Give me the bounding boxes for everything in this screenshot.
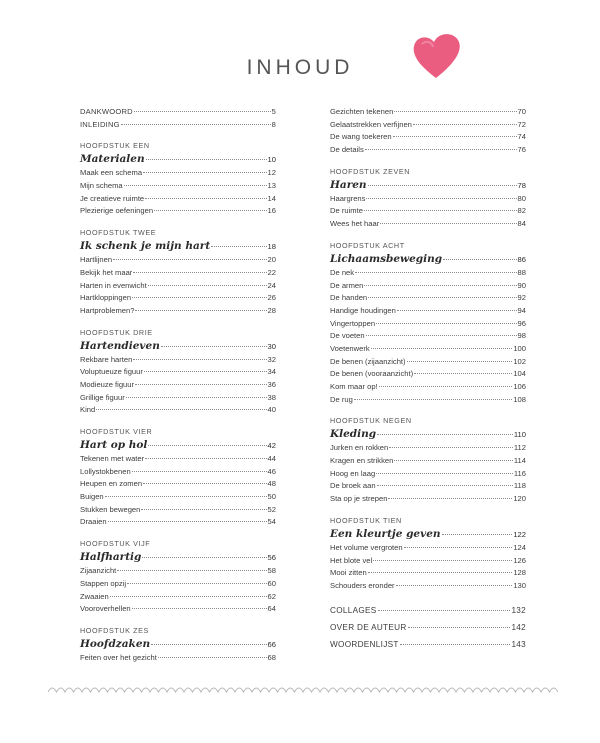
entry-title: DANKWOORD: [80, 107, 133, 116]
entry-page: 143: [511, 639, 526, 649]
leader-dots: [364, 210, 517, 211]
entry-page: 62: [267, 591, 276, 601]
toc-entry[interactable]: [330, 193, 526, 206]
entry-title: Hartlijnen: [80, 255, 113, 265]
entry-page: 50: [267, 492, 276, 502]
leader-dots: [408, 627, 511, 628]
entry-page: 128: [513, 568, 526, 578]
entry-page: 102: [513, 356, 526, 366]
entry-title: Zijaanzicht: [80, 566, 117, 576]
entry-page: 74: [517, 132, 526, 142]
toc-entry[interactable]: [80, 516, 276, 529]
leader-dots: [108, 521, 267, 522]
entry-title: Handige houdingen: [330, 305, 396, 315]
entry-title: Mooi zitten: [330, 568, 367, 578]
leader-dots: [158, 657, 267, 658]
toc-entry[interactable]: [330, 455, 526, 468]
entry-page: 88: [517, 267, 526, 277]
toc-entry[interactable]: [80, 205, 276, 218]
entry-title: De handen: [330, 293, 368, 303]
leader-dots: [373, 560, 512, 561]
leader-dots: [400, 644, 511, 645]
entry-page: 104: [513, 369, 526, 379]
entry-title: De benen (vooraanzicht): [330, 369, 414, 379]
entry-title: Wees het haar: [330, 219, 380, 229]
leader-dots: [161, 346, 267, 347]
entry-page: 34: [267, 367, 276, 377]
toc-entry[interactable]: [330, 330, 526, 343]
entry-title: Stappen opzij: [80, 578, 127, 588]
chapter-title: Materialen: [80, 153, 145, 166]
chapter-label: HOOFDSTUK ZES: [80, 625, 149, 635]
entry-page: 8: [271, 119, 276, 129]
entry-title: Zwaaien: [80, 591, 109, 601]
toc-entry[interactable]: [80, 591, 276, 604]
leader-dots: [144, 371, 267, 372]
leader-dots: [113, 259, 266, 260]
entry-page: 52: [267, 504, 276, 514]
leader-dots: [389, 447, 513, 448]
entry-title: De benen (zijaanzicht): [330, 356, 406, 366]
entry-page: 106: [513, 382, 526, 391]
toc-entry[interactable]: [330, 580, 526, 593]
leader-dots: [127, 583, 267, 584]
entry-title: Schouders eronder: [330, 580, 395, 590]
leader-dots: [368, 185, 517, 186]
entry-page: 14: [267, 193, 276, 203]
toc-entry[interactable]: [80, 267, 276, 280]
entry-page: 110: [513, 430, 526, 440]
leader-dots: [134, 111, 271, 112]
toc-entry[interactable]: [330, 604, 526, 618]
leader-dots: [126, 397, 267, 398]
leader-dots: [133, 359, 266, 360]
entry-page: 10: [267, 155, 276, 165]
toc-entry[interactable]: [80, 254, 276, 267]
leader-dots: [366, 198, 516, 199]
entry-page: 46: [267, 466, 276, 476]
chapter-title: Ik schenk je mijn hart: [80, 240, 211, 253]
leader-dots: [376, 323, 517, 324]
leader-dots: [366, 335, 517, 336]
entry-title: Het volume vergroten: [330, 542, 403, 552]
chapter-heading[interactable]: [330, 252, 526, 267]
leader-dots: [143, 172, 266, 173]
chapter-title: Kleding: [330, 428, 377, 441]
chapter-heading[interactable]: [80, 152, 276, 167]
entry-page: 70: [517, 107, 526, 116]
leader-dots: [117, 570, 266, 571]
toc-entry[interactable]: [80, 504, 276, 517]
entry-page: 64: [267, 604, 276, 614]
entry-page: 56: [267, 553, 276, 563]
entry-page: 38: [267, 392, 276, 402]
page-title: INHOUD: [246, 56, 354, 79]
heart-icon: [410, 30, 462, 82]
chapter-label: HOOFDSTUK NEGEN: [330, 416, 412, 426]
toc-entry[interactable]: [330, 493, 526, 506]
chapter-heading[interactable]: [80, 239, 276, 254]
leader-dots: [365, 149, 517, 150]
entry-title: Stukken bewegen: [80, 504, 141, 514]
toc-entry[interactable]: [80, 578, 276, 591]
entry-page: 122: [513, 529, 526, 539]
entry-title: Hoog en laag: [330, 468, 376, 478]
chapter-heading[interactable]: [80, 339, 276, 354]
toc-entry[interactable]: [330, 442, 526, 455]
entry-page: 108: [513, 394, 526, 404]
entry-page: 112: [513, 443, 526, 453]
entry-page: 20: [267, 255, 276, 265]
toc-entry[interactable]: [80, 652, 276, 665]
entry-page: 142: [511, 622, 526, 632]
leader-dots: [154, 210, 267, 211]
leader-dots: [443, 259, 516, 260]
entry-title: Kragen en strikken: [330, 456, 394, 466]
leader-dots: [379, 386, 513, 387]
chapter-label: HOOFDSTUK TWEE: [80, 228, 157, 238]
leader-dots: [145, 458, 266, 459]
leader-dots: [96, 409, 266, 410]
chapter-label: HOOFDSTUK VIJF: [80, 539, 151, 549]
leader-dots: [404, 547, 513, 548]
chapter-heading[interactable]: [330, 427, 526, 442]
toc-entry[interactable]: [80, 453, 276, 466]
leader-dots: [354, 399, 513, 400]
entry-title: INLEIDING: [80, 119, 120, 129]
entry-page: 80: [517, 193, 526, 203]
leader-dots: [376, 473, 513, 474]
leader-dots: [132, 471, 267, 472]
entry-page: 66: [267, 639, 276, 649]
toc-entry[interactable]: [330, 542, 526, 555]
toc-entry[interactable]: [80, 119, 276, 132]
leader-dots: [124, 185, 267, 186]
entry-page: 48: [267, 479, 276, 489]
toc-entry[interactable]: [80, 466, 276, 479]
entry-page: 78: [517, 180, 526, 190]
entry-page: 114: [513, 456, 526, 466]
entry-title: Harten in evenwicht: [80, 280, 147, 290]
entry-page: 58: [267, 566, 276, 576]
entry-title: De voeten: [330, 331, 365, 341]
entry-title: De armen: [330, 280, 364, 290]
entry-title: Kind: [80, 405, 96, 415]
leader-dots: [364, 285, 516, 286]
entry-title: Gelaatstrekken verfijnen: [330, 119, 412, 129]
toc-entry[interactable]: [80, 280, 276, 293]
toc-entry[interactable]: [330, 356, 526, 369]
toc-entry[interactable]: [330, 267, 526, 280]
entry-title: Vooroverhellen: [80, 604, 131, 614]
leader-dots: [132, 608, 267, 609]
chapter-title: Lichaamsbeweging: [330, 252, 443, 265]
entry-page: 16: [267, 206, 276, 216]
leader-dots: [380, 223, 516, 224]
leader-dots: [132, 297, 266, 298]
toc-entry[interactable]: [80, 404, 276, 417]
toc-entry[interactable]: [330, 638, 526, 652]
leader-dots: [143, 483, 266, 484]
entry-page: 30: [267, 341, 276, 351]
chapter-title: Hartendieven: [80, 339, 160, 352]
toc-entry[interactable]: [330, 343, 526, 356]
entry-title: COLLAGES: [330, 605, 377, 615]
chapter-title: Hart op hol: [80, 439, 148, 451]
chapter-label: HOOFDSTUK EEN: [80, 141, 150, 151]
entry-page: 76: [517, 145, 526, 155]
leader-dots: [413, 124, 517, 125]
entry-page: 82: [517, 206, 526, 216]
leader-dots: [368, 297, 516, 298]
toc-entry[interactable]: [330, 131, 526, 144]
leader-dots: [211, 246, 266, 247]
leader-dots: [371, 348, 513, 349]
leader-dots: [151, 644, 266, 645]
entry-title: Plezierige oefeningen: [80, 206, 154, 216]
toc-right-column: [330, 106, 526, 652]
toc-entry[interactable]: [330, 305, 526, 318]
toc-left-column: [80, 106, 276, 665]
entry-page: 96: [517, 318, 526, 328]
entry-page: 92: [517, 293, 526, 303]
entry-page: 5: [271, 107, 276, 116]
toc-entry[interactable]: [330, 468, 526, 481]
chapter-label: HOOFDSTUK VIER: [80, 427, 153, 436]
entry-title: Bekijk het maar: [80, 267, 133, 277]
entry-title: Draaien: [80, 517, 107, 527]
entry-page: 90: [517, 280, 526, 290]
toc-entry[interactable]: [330, 480, 526, 493]
toc-entry[interactable]: [330, 106, 526, 119]
entry-page: 26: [267, 293, 276, 303]
leader-dots: [148, 285, 267, 286]
chapter-label: HOOFDSTUK TIEN: [330, 515, 402, 525]
entry-page: 130: [513, 580, 526, 590]
leader-dots: [148, 445, 266, 446]
scalloped-border: [48, 684, 558, 694]
chapter-title: Halfhartig: [80, 551, 142, 564]
toc-entry[interactable]: [80, 292, 276, 305]
leader-dots: [145, 198, 266, 199]
entry-title: WOORDENLIJST: [330, 639, 399, 649]
entry-title: Rekbare harten: [80, 354, 133, 364]
entry-page: 132: [511, 605, 526, 615]
toc-entry[interactable]: [330, 218, 526, 231]
toc-entry[interactable]: [80, 491, 276, 504]
entry-title: De ruimte: [330, 206, 363, 216]
entry-page: 32: [267, 354, 276, 364]
chapter-label: HOOFDSTUK ZEVEN: [330, 166, 411, 176]
entry-page: 120: [513, 494, 526, 504]
leader-dots: [368, 572, 513, 573]
toc-entry[interactable]: [80, 366, 276, 379]
entry-page: 44: [267, 454, 276, 463]
entry-page: 22: [267, 267, 276, 277]
entry-page: 94: [517, 305, 526, 315]
leader-dots: [394, 111, 516, 112]
entry-page: 24: [267, 280, 276, 290]
toc-entry[interactable]: [80, 379, 276, 392]
section-gap: [330, 593, 526, 601]
leader-dots: [388, 498, 512, 499]
entry-page: 42: [267, 441, 276, 450]
leader-dots: [377, 485, 513, 486]
toc-entry[interactable]: [330, 119, 526, 132]
toc-entry[interactable]: [80, 354, 276, 367]
leader-dots: [414, 373, 512, 374]
entry-title: De nek: [330, 267, 355, 277]
entry-page: 54: [267, 517, 276, 527]
entry-title: Hartproblemen?: [80, 305, 135, 315]
leader-dots: [378, 610, 511, 611]
entry-title: Vingertoppen: [330, 318, 376, 328]
entry-title: Kom maar op!: [330, 382, 378, 391]
entry-title: Haargrens: [330, 193, 366, 203]
entry-page: 40: [267, 405, 276, 415]
leader-dots: [105, 496, 267, 497]
leader-dots: [397, 310, 517, 311]
entry-page: 36: [267, 379, 276, 389]
leader-dots: [135, 310, 266, 311]
entry-title: Feiten over het gezicht: [80, 652, 157, 662]
toc-entry[interactable]: [80, 392, 276, 405]
leader-dots: [393, 136, 517, 137]
entry-title: Buigen: [80, 492, 104, 502]
entry-title: Grillige figuur: [80, 392, 125, 402]
entry-title: Maak een schema: [80, 168, 143, 178]
leader-dots: [377, 434, 513, 435]
entry-title: Sta op je strepen: [330, 494, 388, 504]
entry-page: 60: [267, 578, 276, 588]
entry-title: Modieuze figuur: [80, 379, 135, 389]
toc-entry[interactable]: [330, 394, 526, 407]
entry-title: De wang toekeren: [330, 132, 392, 142]
toc-entry[interactable]: [330, 621, 526, 635]
entry-page: 28: [267, 305, 276, 315]
chapter-heading[interactable]: [80, 550, 276, 565]
leader-dots: [142, 557, 266, 558]
toc-entry[interactable]: [80, 180, 276, 193]
chapter-label: HOOFDSTUK ACHT: [330, 240, 405, 250]
chapter-heading[interactable]: [330, 527, 526, 542]
entry-page: 13: [267, 181, 276, 191]
toc-entry[interactable]: [330, 292, 526, 305]
entry-page: 124: [513, 542, 526, 552]
toc-entry[interactable]: [80, 603, 276, 616]
leader-dots: [133, 272, 266, 273]
toc-entry[interactable]: [330, 381, 526, 394]
leader-dots: [141, 509, 266, 510]
entry-title: De rug: [330, 394, 353, 404]
leader-dots: [394, 460, 513, 461]
entry-page: 98: [517, 331, 526, 341]
entry-page: 86: [517, 254, 526, 264]
toc-entry[interactable]: [80, 106, 276, 119]
chapter-title: Een kleurtje geven: [330, 527, 441, 540]
chapter-heading[interactable]: [330, 178, 526, 193]
chapter-title: Hoofdzaken: [80, 637, 151, 650]
leader-dots: [442, 534, 513, 535]
entry-title: Het blote vel: [330, 555, 373, 565]
chapter-heading[interactable]: [80, 438, 276, 453]
toc-entry[interactable]: [80, 193, 276, 206]
entry-title: Voluptueuze figuur: [80, 367, 143, 377]
toc-entry[interactable]: [330, 567, 526, 580]
entry-title: De details: [330, 145, 364, 155]
entry-title: Lollystokbenen: [80, 466, 131, 476]
leader-dots: [121, 124, 271, 125]
leader-dots: [355, 272, 516, 273]
toc-entry[interactable]: [80, 167, 276, 180]
chapter-heading[interactable]: [80, 637, 276, 652]
entry-title: Gezichten tekenen: [330, 107, 394, 116]
entry-page: 100: [513, 343, 526, 353]
entry-page: 126: [513, 555, 526, 565]
entry-title: OVER DE AUTEUR: [330, 622, 407, 632]
toc-entry[interactable]: [330, 205, 526, 218]
entry-page: 118: [513, 481, 526, 491]
entry-page: 12: [267, 168, 276, 178]
toc-entry[interactable]: [330, 318, 526, 331]
toc-entry[interactable]: [330, 280, 526, 293]
entry-title: Jurken en rokken: [330, 443, 389, 453]
entry-page: 116: [513, 468, 526, 478]
leader-dots: [407, 361, 513, 362]
chapter-title: Haren: [330, 178, 367, 191]
entry-title: Mijn schema: [80, 181, 123, 191]
toc-entry[interactable]: [330, 368, 526, 381]
entry-title: Tekenen met water: [80, 454, 145, 463]
entry-title: Voetenwerk: [330, 343, 370, 353]
toc-entry[interactable]: [330, 555, 526, 568]
leader-dots: [396, 585, 513, 586]
leader-dots: [146, 159, 267, 160]
entry-page: 68: [267, 652, 276, 662]
entry-title: De broek aan: [330, 481, 376, 491]
entry-page: 18: [267, 242, 276, 252]
leader-dots: [110, 596, 267, 597]
entry-title: Je creatieve ruimte: [80, 193, 145, 203]
toc-entry[interactable]: [80, 478, 276, 491]
toc-entry[interactable]: [80, 565, 276, 578]
chapter-label: HOOFDSTUK DRIE: [80, 327, 153, 337]
entry-title: Hartkloppingen: [80, 293, 132, 303]
entry-page: 72: [517, 119, 526, 129]
entry-page: 84: [517, 219, 526, 229]
toc-entry[interactable]: [330, 144, 526, 157]
leader-dots: [135, 384, 267, 385]
entry-title: Heupen en zomen: [80, 479, 143, 489]
toc-entry[interactable]: [80, 305, 276, 318]
